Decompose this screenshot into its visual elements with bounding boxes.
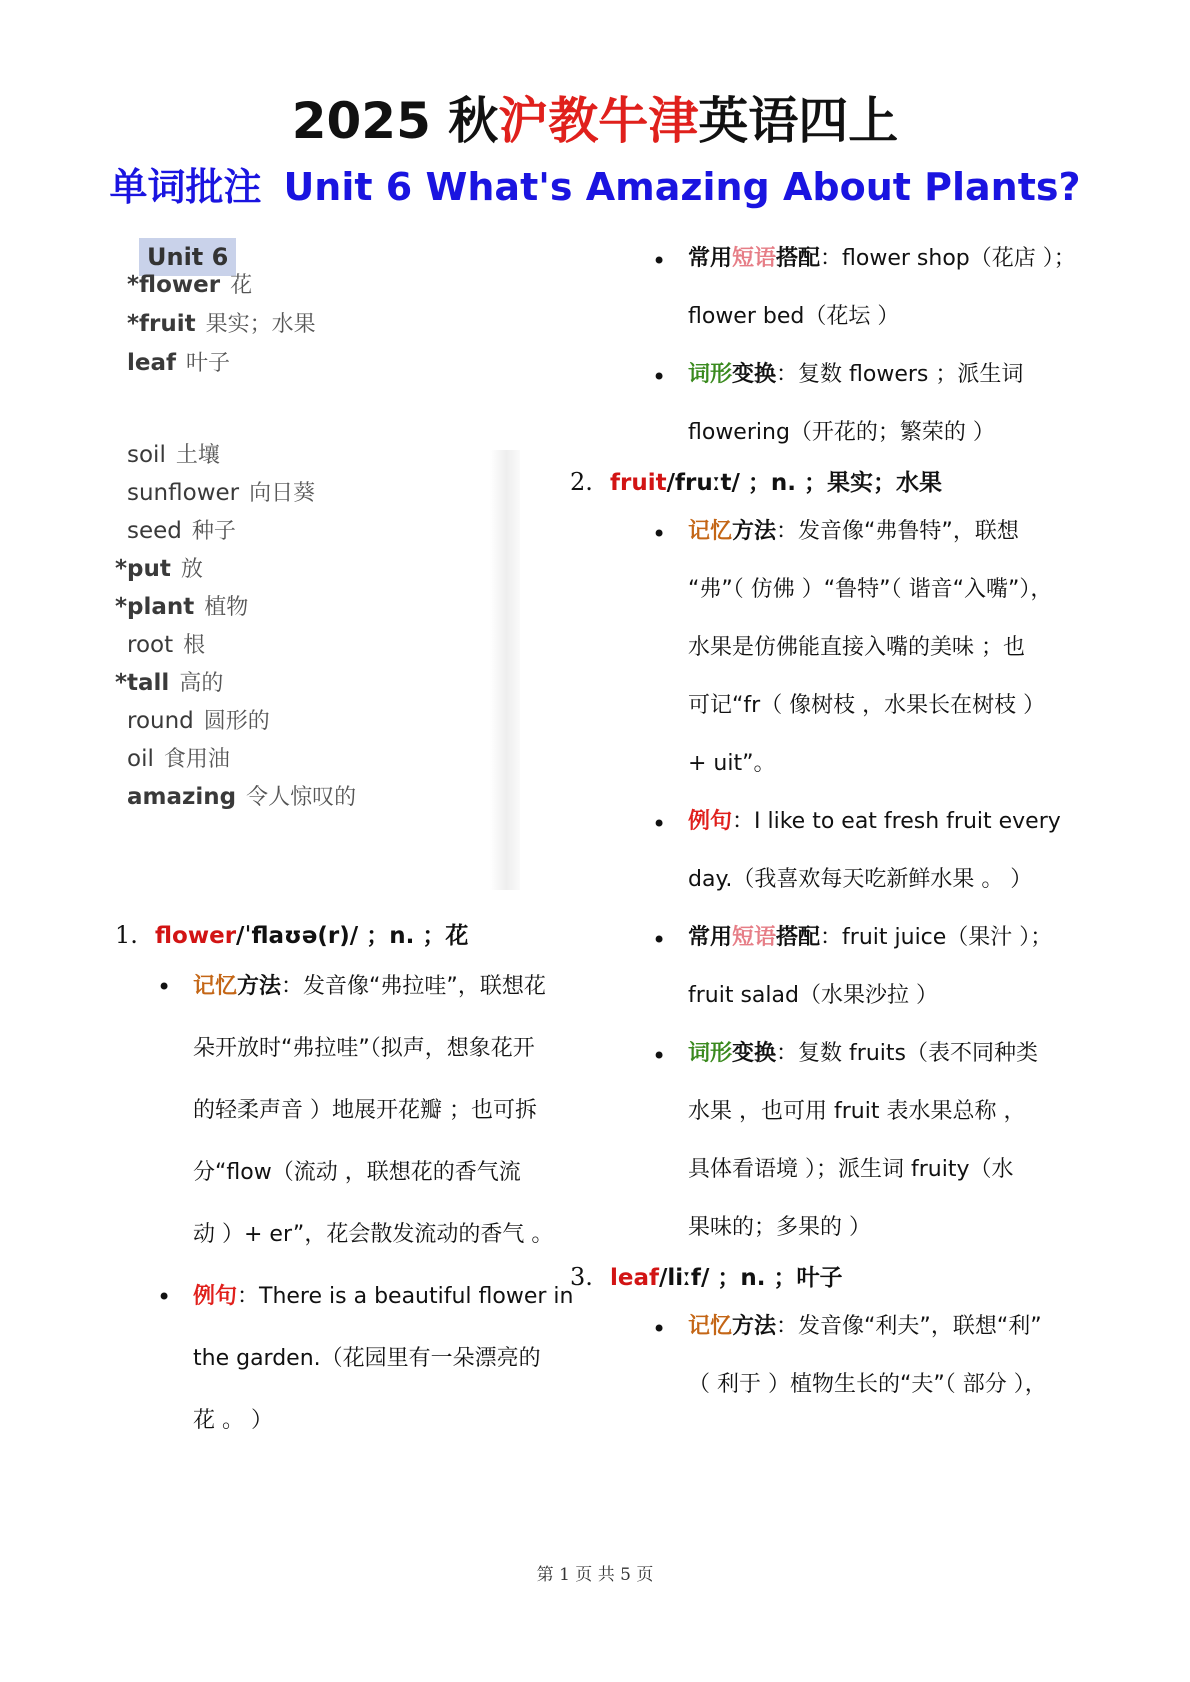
vocab-row: amazing 令人惊叹的 xyxy=(127,784,357,810)
vocab-row: *flower 花 xyxy=(127,272,253,298)
right-column xyxy=(570,230,1090,1414)
title-season: 秋 xyxy=(448,92,499,150)
left-column xyxy=(115,915,595,1452)
memory-method: • 记忆方法：发音像“利夫”，联想“利” （ 利于 ）植物生长的“夫”（ 部分 ）， xyxy=(610,1298,1090,1414)
vocab-row: soil 土壤 xyxy=(127,442,220,468)
unit-badge: Unit 6 xyxy=(139,238,236,276)
vocab-row: leaf 叶子 xyxy=(127,350,231,376)
vocab-image xyxy=(115,230,505,890)
entry-heading-leaf: 3. leaf/liːf/ ；n. ；叶子 xyxy=(570,1263,843,1291)
subtitle-cn: 单词批注 xyxy=(109,165,262,209)
vocab-row: *plant 植物 xyxy=(115,594,249,620)
vocab-row: *put 放 xyxy=(115,556,203,582)
page-subtitle xyxy=(0,160,1190,214)
title-year: 2025 xyxy=(291,92,431,150)
image-shadow xyxy=(490,450,520,890)
word-forms: • 词形变换：复数 fruits（表不同种类 水果 ，也可用 fruit 表水果总称 ， 具体看语境 ）；派生词 fruity（水 果味的；多果的 ） xyxy=(610,1025,1090,1257)
vocab-row: round 圆形的 xyxy=(127,708,270,734)
word-forms: • 词形变换：复数 flowers ；派生词 flowering（开花的；繁荣的 ） xyxy=(610,346,1090,462)
entry-heading-flower: 1. flower/ˈflaʊə(r)/ ；n. ；花 xyxy=(115,921,469,949)
vocab-row: *fruit 果实；水果 xyxy=(127,311,316,337)
vocab-row: *tall 高的 xyxy=(115,670,224,696)
entry-heading-fruit: 2. fruit/fruːt/ ；n. ；果实；水果 xyxy=(570,468,943,496)
example-sentence: • 例句：I like to eat fresh fruit every day.（我喜欢每天吃新鲜水果 。 ） xyxy=(610,793,1090,909)
vocab-row: root 根 xyxy=(127,632,206,658)
vocab-row: sunflower 向日葵 xyxy=(127,480,316,506)
vocab-row: oil 食用油 xyxy=(127,746,230,772)
phrase-collocation: • 常用短语搭配：flower shop（花店 ）； flower bed（花坛 ） xyxy=(610,230,1090,346)
memory-method: • 记忆方法：发音像“弗拉哇”，联想花 朵开放时“弗拉哇”（拟声，想象花开 的轻柔声音 ）地展开花瓣 ；也可拆 分“flow（流动 ，联想花的香气流 动 ）+ er”，花会散发流动的香气 。 xyxy=(115,956,595,1266)
page-footer: 第 1 页 共 5 页 xyxy=(536,1565,654,1585)
memory-method: • 记忆方法：发音像“弗鲁特”，联想 “弗”（ 仿佛 ）“鲁特”（ 谐音“入嘴”）， 水果是仿佛能直接入嘴的美味 ；也 可记“fr（ 像树枝 ，水果长在树枝 ） + uit”。 xyxy=(610,503,1090,793)
subtitle-en: Unit 6 What's Amazing About Plants? xyxy=(283,165,1081,209)
vocab-row: seed 种子 xyxy=(127,518,236,544)
page-title xyxy=(0,88,1190,154)
title-publisher: 沪教牛津 xyxy=(498,92,699,150)
example-sentence: • 例句：There is a beautiful flower in the garden.（花园里有一朵漂亮的 花 。 ） xyxy=(115,1266,595,1452)
title-subject: 英语四上 xyxy=(698,92,899,150)
phrase-collocation: • 常用短语搭配：fruit juice（果汁 ）； fruit salad（水果沙拉 ） xyxy=(610,909,1090,1025)
